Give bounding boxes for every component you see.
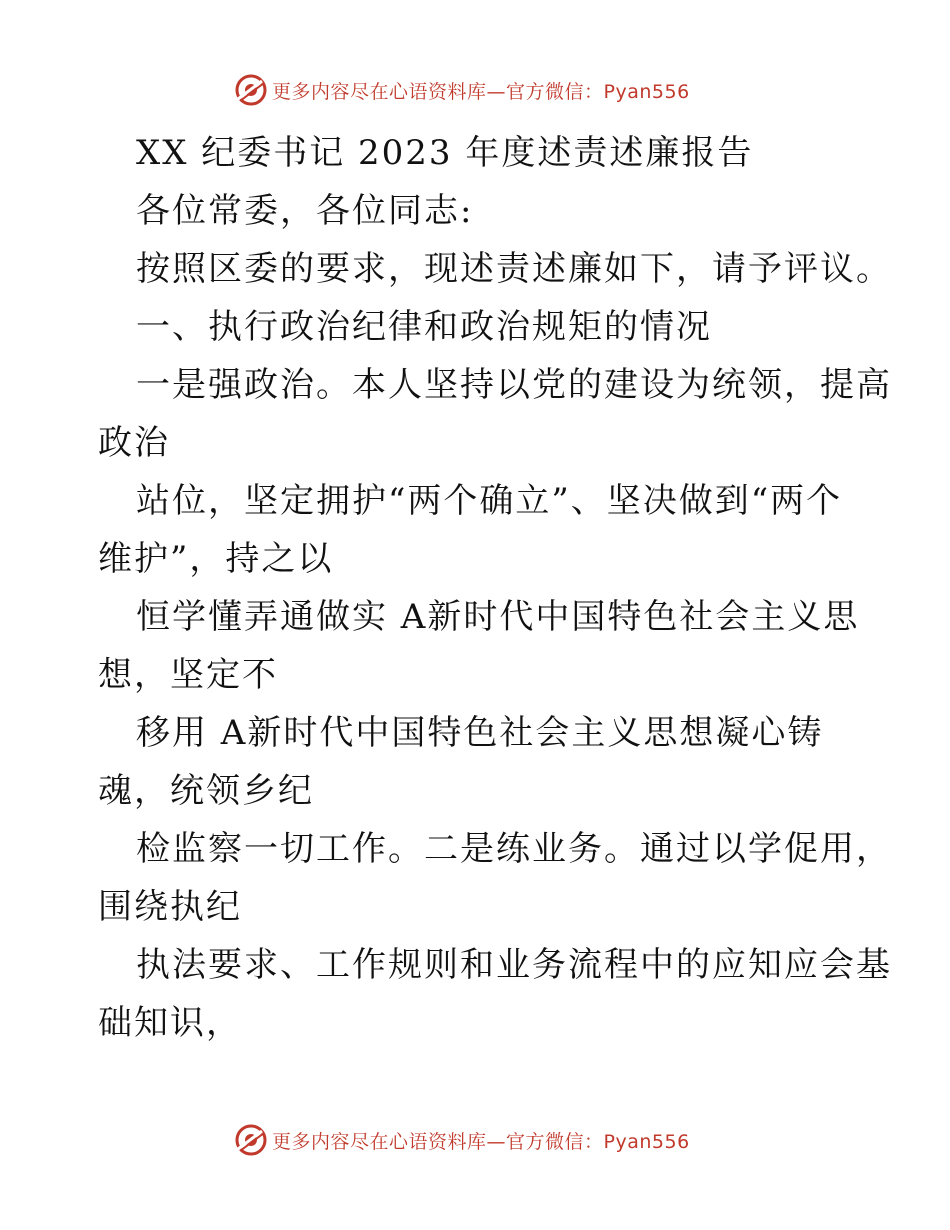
section-heading: 一、执行政治纪律和政治规矩的情况	[136, 307, 712, 347]
paragraph-line: 维护”，持之以	[98, 539, 334, 579]
paragraph-line: 检监察一切工作。二是练业务。通过以学促用，	[136, 829, 892, 869]
paragraph-line: 按照区委的要求，现述责述廉如下，请予评议。	[136, 249, 892, 289]
paragraph-line: 恒学懂弄通做实 A新时代中国特色社会主义思	[136, 597, 860, 637]
paragraph-line: 移用 A新时代中国特色社会主义思想凝心铸	[136, 713, 824, 753]
paragraph-line: 政治	[98, 423, 170, 463]
paragraph-line: 围绕执纪	[98, 887, 242, 927]
document-body	[98, 124, 892, 1052]
paragraph-line: 想，坚定不	[98, 655, 278, 695]
watermark-text: 更多内容尽在心语资料库—官方微信：Pyan556	[272, 80, 690, 103]
paragraph-line: 魂，统领乡纪	[98, 771, 314, 811]
watermark-footer	[234, 1122, 690, 1158]
document-title: XX 纪委书记 2023 年度述责述廉报告	[136, 133, 754, 173]
paragraph-line: 站位，坚定拥护“两个确立”、坚决做到“两个	[136, 481, 843, 521]
paragraph-line: 础知识，	[98, 1003, 242, 1043]
watermark-header	[234, 72, 690, 108]
brand-logo-icon	[234, 73, 268, 107]
salutation: 各位常委，各位同志:	[136, 191, 474, 231]
paragraph-line: 一是强政治。本人坚持以党的建设为统领，提高	[136, 365, 892, 405]
brand-logo-icon	[234, 1123, 268, 1157]
paragraph-line: 执法要求、工作规则和业务流程中的应知应会基	[136, 945, 892, 985]
watermark-text: 更多内容尽在心语资料库—官方微信：Pyan556	[272, 1130, 690, 1153]
